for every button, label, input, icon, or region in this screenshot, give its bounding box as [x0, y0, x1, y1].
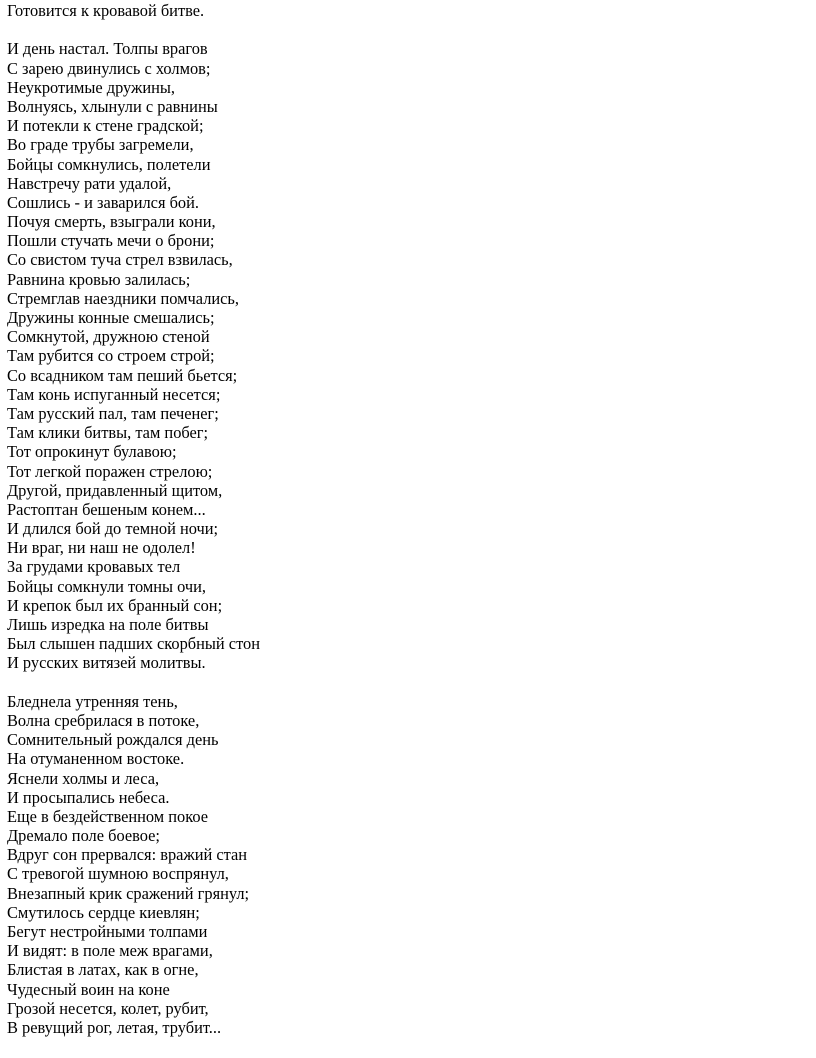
poem-line: На отуманенном востоке. [7, 749, 185, 769]
poem-line: С зарею двинулись с холмов; [7, 58, 211, 78]
poem-line: И длился бой до темной ночи; [7, 519, 219, 539]
poem-line: Был слышен падших скорбный стон [7, 634, 260, 654]
stanza-gap [7, 20, 797, 39]
poem-line: Растоптан бешеным конем... [7, 499, 206, 519]
poem-line: Другой, придавленный щитом, [7, 480, 223, 500]
poem-line: Почуя смерть, взыграли кони, [7, 212, 216, 232]
poem-line: И русских витязей молитвы. [7, 653, 206, 673]
poem-line: Сомнительный рождался день [7, 730, 219, 750]
poem-line: Готовится к кровавой битве. [7, 1, 205, 20]
poem-line: Пошли стучать мечи о брони; [7, 231, 215, 251]
poem-line: Во граде трубы загремели, [7, 135, 194, 155]
stanza [7, 39, 797, 672]
poem-line: Бойцы сомкнулись, полетели [7, 154, 211, 174]
poem-line: Тот опрокинут булавою; [7, 442, 177, 462]
poem-line: Равнина кровью залилась; [7, 269, 191, 289]
poem-line: Там клики битвы, там побег; [7, 423, 209, 443]
poem-line: Волна сребрилася в потоке, [7, 710, 200, 730]
poem-line: С тревогой шумною воспрянул, [7, 864, 229, 884]
poem-line: Блистая в латах, как в огне, [7, 960, 199, 980]
stanza [7, 692, 797, 1037]
poem-line: В ревущий рог, летая, трубит... [7, 1017, 222, 1037]
poem-line: Навстречу рати удалой, [7, 173, 172, 193]
poem-line: Волнуясь, хлынули с равнины [7, 96, 218, 116]
poem-line: Там русский пал, там печенег; [7, 403, 219, 423]
poem-line: За грудами кровавых тел [7, 557, 181, 577]
stanza [7, 1, 797, 20]
poem-line: Сошлись - и заварился бой. [7, 192, 199, 212]
poem-line: Тот легкой поражен стрелою; [7, 461, 213, 481]
poem-line: Стремглав наездники помчались, [7, 288, 240, 308]
poem-line: И крепок был их бранный сон; [7, 595, 223, 615]
poem-line: Там конь испуганный несется; [7, 384, 221, 404]
poem-line: И видят: в поле меж врагами, [7, 941, 213, 961]
poem-line: Бойцы сомкнули томны очи, [7, 576, 207, 596]
poem-line: Дремало поле боевое; [7, 826, 160, 846]
poem-line: И просыпались небеса. [7, 787, 170, 807]
poem-line: Грозой несется, колет, рубит, [7, 998, 209, 1018]
poem-line: Бледнела утренняя тень, [7, 691, 178, 711]
poem-line: Со свистом туча стрел взвилась, [7, 250, 233, 270]
poem-line: Яснели холмы и леса, [7, 768, 160, 788]
stanza-gap [7, 673, 797, 692]
poem-line: И день настал. Толпы врагов [7, 39, 208, 59]
poem-text [7, 1, 797, 1037]
poem-line: Ни враг, ни наш не одолел! [7, 538, 196, 558]
poem-line: Вдруг сон прервался: вражий стан [7, 845, 248, 865]
poem-line: Неукротимые дружины, [7, 77, 176, 97]
poem-line: Чудесный воин на коне [7, 979, 170, 999]
poem-line: И потекли к стене градской; [7, 116, 204, 136]
poem-line: Лишь изредка на поле битвы [7, 615, 209, 634]
poem-line: Со всадником там пеший бьется; [7, 365, 238, 385]
poem-line: Еще в бездейственном покое [7, 806, 209, 826]
poem-line: Там рубится со строем строй; [7, 346, 215, 366]
poem-line: Смутилось сердце киевлян; [7, 902, 200, 922]
poem-line: Сомкнутой, дружною стеной [7, 327, 210, 347]
poem-line: Внезапный крик сражений грянул; [7, 883, 250, 903]
poem-line: Дружины конные смешались; [7, 308, 215, 327]
poem-line: Бегут нестройными толпами [7, 922, 208, 941]
